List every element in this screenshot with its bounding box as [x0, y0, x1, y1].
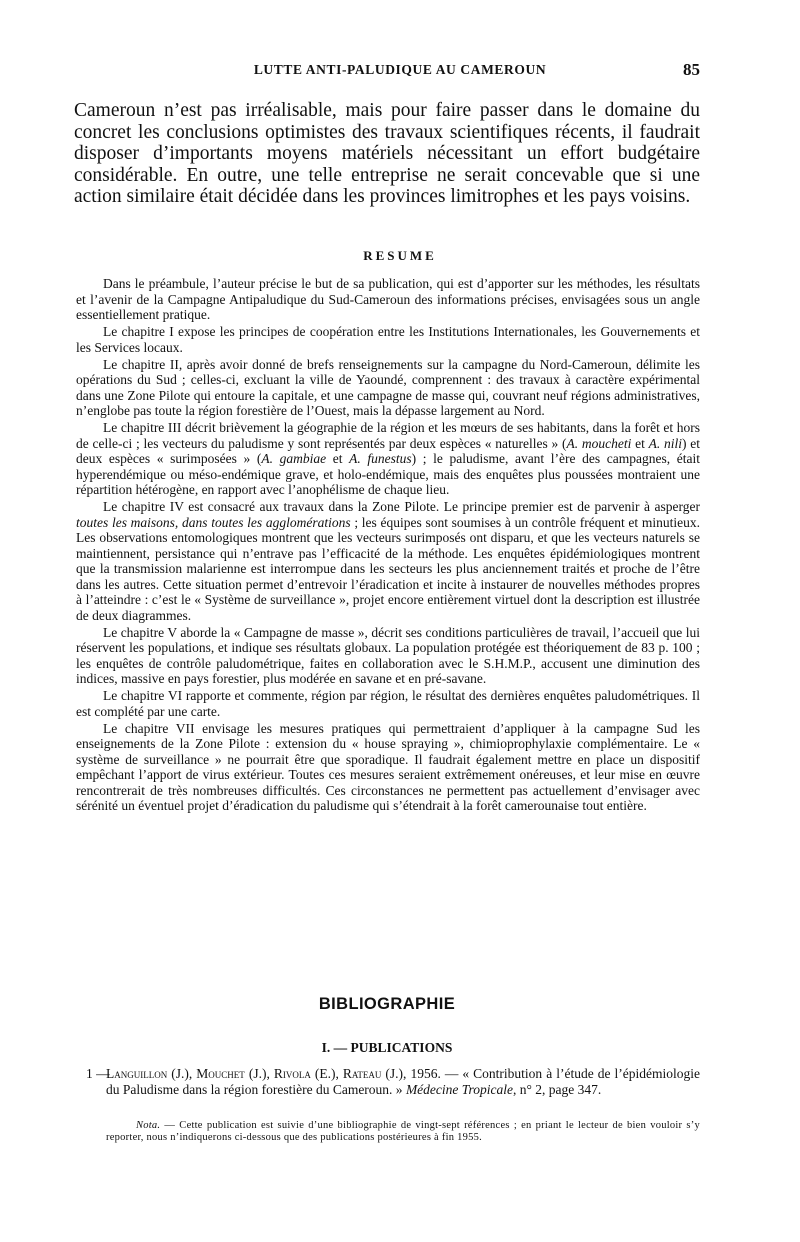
- emphasis: toutes les maisons, dans toutes les agglomérations: [76, 514, 351, 530]
- resume-paragraph-chapitre-3: [76, 420, 700, 498]
- text-run: ) ; le paludisme, avant l’ère des campagnes, était hyperendémique ou méso-endémique grave, et holo-endémique, mais des enquêtes plus poussées montraient une répartition hétérogène, en rapport avec l’anophélisme de chaque lieu.: [76, 451, 700, 497]
- bibliography-title: BIBLIOGRAPHIE: [318, 995, 456, 1013]
- resume-paragraph-chapitre-2: Le chapitre II, après avoir donné de brefs renseignements sur la campagne du Nord-Cameroun, délimite les opérations du Sud ; celles-ci, excluant la ville de Yaoundé, comprennent : des travaux à caractère expérimental dans une Zone Pilote qui entoure la capitale, et une campagne de masse qui, couvrant neuf régions administratives, n’englobe pas toute la région forestière de l’Ouest, mais la dépasse largement au Nord.: [76, 356, 700, 418]
- species-name: A. gambiae: [261, 451, 327, 466]
- text-run: et: [631, 435, 649, 451]
- page-number: 85: [683, 60, 700, 79]
- species-name: A. funestus: [349, 451, 412, 466]
- resume-paragraph-preambule: Dans le préambule, l’auteur précise le but de sa publication, qui est d’apporter sur les méthodes, les résultats et l’avenir de la Campagne Antipaludique du Sud-Cameroun des informations précises, envisagées sous un angle essentiellement pratique.: [76, 276, 700, 322]
- resume-paragraph-chapitre-4: [76, 499, 700, 623]
- intro-paragraph: Cameroun n’est pas irréalisable, mais pour faire passer dans le domaine du concret les conclusions optimistes des travaux scientifiques récents, il faudrait disposer d’importants moyens matériels nécessitant un effort budgétaire considérable. En outre, une telle entreprise ne serait concevable que si une action similaire était décidée dans les provinces limitrophes et les pays voisins.: [74, 100, 700, 208]
- resume-paragraph-chapitre-1: Le chapitre I expose les principes de coopération entre les Institutions Internationales, les Gouvernements et les Services locaux.: [76, 324, 700, 355]
- publications-heading: I. — PUBLICATIONS: [321, 1040, 453, 1055]
- reference-title: 1956. — « Contribution à l’étude de l’épidémiologie du Paludisme dans la région forestière du Cameroun. »: [106, 1066, 700, 1097]
- text-run: et: [326, 451, 350, 466]
- reference-text: [106, 1066, 700, 1098]
- species-name: A. moucheti: [566, 435, 632, 451]
- resume-paragraph-chapitre-6: Le chapitre VI rapporte et commente, région par région, le résultat des dernières enquêtes paludométriques. Il est complété par une carte.: [76, 688, 700, 719]
- reference-authors: Languillon (J.), Mouchet (J.), Rivola (E.), Rateau (J.),: [106, 1066, 407, 1081]
- resume-paragraph-chapitre-7: Le chapitre VII envisage les mesures pratiques qui permettraient d’appliquer à la campagne Sud les enseignements de la Zone Pilote : extension du « house spraying », chimioprophylaxie complémentaire. Le « système de surveillance » ne pourrait être que sporadique. Il faudrait également mettre en place un dispositif empêchant l’apport de virus extérieur. Toutes ces mesures seraient extrêmement onéreuses, et leur mise en œuvre rencontrerait de très nombreuses difficultés. Ces circonstances ne permettent pas actuellement d’envisager avec sérénité un éventuel projet d’éradication du paludisme qui s’étendrait à la forêt camerounaise tout entière.: [76, 720, 700, 813]
- text-run: Le chapitre III décrit brièvement la géographie de la région et les mœurs de ses habitants, dans la forêt et hors de celle-ci ; les vecteurs du paludisme y sont représentés par deux espèces « naturelles » (: [76, 420, 700, 451]
- species-name: A. nili: [648, 435, 682, 451]
- nota-label: Nota.: [136, 1120, 161, 1131]
- resume-body: [76, 276, 700, 815]
- resume-paragraph-chapitre-5: Le chapitre V aborde la « Campagne de masse », décrit ses conditions particulières de travail, l’accueil que lui réservent les populations, et indique ses résultats globaux. La population protégée est théoriquement de 83 p. 100 ; les enquêtes de contrôle paludométrique, faites en collaboration avec le S.H.M.P., accusent une diminution des indices, massive en pays forestier, plus modérée en savane et en pré-savane.: [76, 624, 700, 686]
- reference-journal: Médecine Tropicale: [405, 1082, 514, 1097]
- running-header: LUTTE ANTI-PALUDIQUE AU CAMEROUN: [253, 62, 547, 77]
- text-run: ) et deux espèces « surimposées » (: [76, 435, 700, 466]
- nota-text: — Cette publication est suivie d’une bibliographie de vingt-sept références ; en priant le lecteur de bien vouloir s’y reporter, nous n’indiquerons ci-dessous que des publications postérieures à fin 1955.: [106, 1120, 700, 1144]
- reference-issue: , n° 2, page 347.: [513, 1082, 602, 1097]
- text-run: ; les équipes sont soumises à un contrôle fréquent et minutieux. Les observations entomologiques montrent que les vecteurs surimposés ont disparu, et que les vecteurs naturels se maintiennent, persistance qui n’entrave pas l’efficacité de la méthode. Les enquêtes épidémiologiques montrent que la transmission malarienne est interrompue dans les secteurs les plus anciennement traités et proche de l’être dans les autres. Cette situation permet d’entrevoir l’éradication et incite à instaurer de nouvelles méthodes propres à l’atteindre : c’est le « Système de surveillance », projet encore entièrement virtuel dont la description est illustrée de deux diagrammes.: [76, 514, 701, 623]
- reference-number: 1 —: [86, 1066, 110, 1081]
- resume-title: RESUME: [363, 248, 437, 263]
- nota-note: [106, 1120, 700, 1145]
- text-run: Le chapitre IV est consacré aux travaux dans la Zone Pilote. Le principe premier est de parvenir à asperger: [103, 499, 700, 514]
- reference-entry: [76, 1066, 700, 1098]
